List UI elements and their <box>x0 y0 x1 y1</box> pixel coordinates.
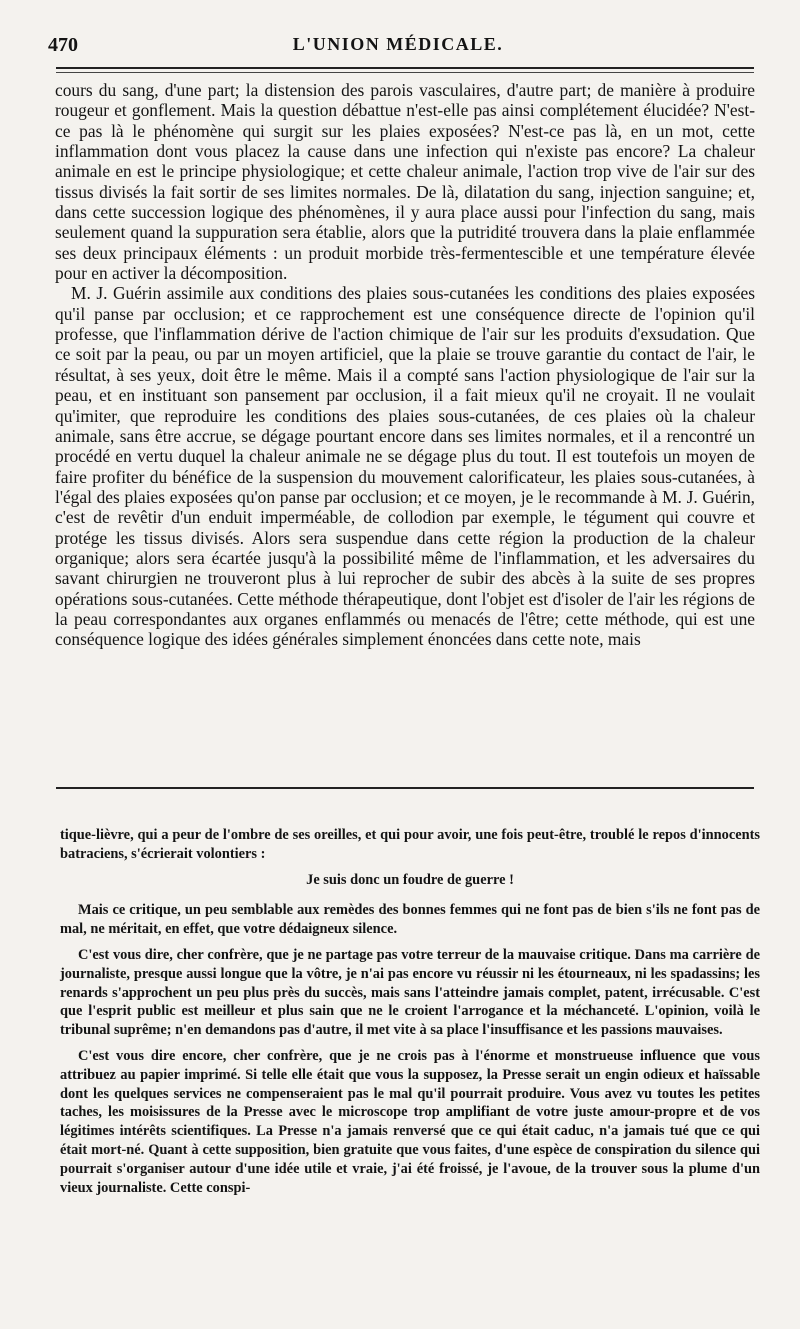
feuilleton-opening: tique-lièvre, qui a peur de l'ombre de ses oreilles, et qui pour avoir, une fois peut-être, troublé le repos d'innocents batraciens, s'écrierait volontiers : <box>60 827 760 862</box>
header-rule <box>56 67 754 69</box>
article-paragraph: M. J. Guérin assimile aux conditions des plaies sous-cutanées les conditions des plaies exposées qu'il panse par occlusion; et ce rapprochement est une conséquence directe de l'opinion qu'il professe, que l'inflammation dérive de l'action chimique de l'air sur les produits d'exsudation. Que ce soit par la peau, ou par un moyen artificiel, que la plaie se trouve garantie du contact de l'air, le résultat, à ses yeux, doit être le même. Mais il a compté sans l'action physiologique de l'air sur la peau, et en instituant son pansement par occlusion, il a fait mieux qu'il ne croyait. Il ne voulait qu'imiter, que reproduire les conditions des plaies sous-cutanées, de ces plaies où la chaleur animale, sans être accrue, se dégage pourtant encore dans ses limites normales, et il a rencontré un procédé en vertu duquel la chaleur animale ne se dégage plus du tout. Il est toutefois un moyen de faire profiter du bénéfice de la suspension du mouvement calorificateur, les plaies sous-cutanées, à l'égal des plaies exposées qu'on panse par occlusion; et ce moyen, je le recommande à M. J. Guérin, c'est de revêtir d'un enduit imperméable, de collodion par exemple, le tégument qui couvre et protége les tissus divisés. Alors sera suspendue dans cette région la production de la chaleur organique; alors sera écartée jusqu'à la possibilité même de l'inflammation, et les adversaires du savant chirurgien ne trouveront plus à lui reprocher de subir des abcès à la suite de ses propres opérations sous-cutanées. Cette méthode thérapeutique, dont l'objet est d'isoler de l'air les régions de la peau correspondantes aux organes enflammés ou menacés de l'être; cette méthode, qui est une conséquence logique des idées générales simplement énoncées dans cette note, mais <box>55 283 755 650</box>
feuilleton-paragraph: Mais ce critique, un peu semblable aux remèdes des bonnes femmes qui ne font pas de bien s'ils ne font pas de mal, ne méritait, en effet, que votre dédaigneux silence. <box>60 902 760 938</box>
journal-title: L'UNION MÉDICALE. <box>292 34 504 54</box>
header-rule-thin <box>56 72 754 73</box>
verse-quote: Je suis donc un foudre de guerre ! <box>306 871 514 888</box>
feuilleton-paragraph: C'est vous dire, cher confrère, que je ne partage pas votre terreur de la mauvaise critique. Dans ma carrière de journaliste, presque aussi longue que la vôtre, je n'ai pas encore vu réussir ni les étourneaux, ni les spadassins; les renards s'approchent un peu plus près du succès, mais sans l'atteindre jamais complet, patent, irrécusable. C'est que l'esprit public est meilleur et plus sain que ne le croient l'arrogance et la méchanceté. L'opinion, voilà le tribunal suprême; n'en demandons pas d'autre, il met vite à sa place l'insuffisance et les passions mauvaises. <box>60 946 760 1039</box>
article-body <box>55 80 755 650</box>
page-number: 470 <box>48 34 78 56</box>
article-paragraph: cours du sang, d'une part; la distension des parois vasculaires, d'autre part; de manière à produire rougeur et gonflement. Mais la question débattue n'est-elle pas ainsi complétement élucidée? N'est-ce pas là le phénomène qui surgit sur les plaies exposées? N'est-ce pas là, en un mot, cette inflammation dont vous placez la cause dans une infection qui n'existe pas encore? La chaleur animale en est le principe physiologique; et cette chaleur animale, l'action trop vive de l'air sur des tissus divisés la fait sortir de ses limites normales. De là, dilatation du sang, injection sanguine; et, dans cette succession logique des phénomènes, il y aura place aussi pour l'infection du sang, mais seulement quand la suppuration sera établie, alors que la putridité trouvera dans la plaie enflammée ses deux principaux éléments : un produit morbide très-fermentescible et une température élevée pour en activer la décomposition. <box>55 80 755 284</box>
feuilleton-body <box>60 826 760 1204</box>
feuilleton-separator-rule <box>56 787 754 789</box>
page-header <box>40 34 756 60</box>
feuilleton-paragraph: C'est vous dire encore, cher confrère, que je ne crois pas à l'énorme et monstrueuse influence que vous attribuez au papier imprimé. Si telle elle était que vous la supposez, la Presse serait un engin odieux et haïssable dont les quelques services ne compenseraient pas le mal qu'il pourrait produire. Vous avez vu toutes les petites taches, les moisissures de la Presse avec le microscope trop amplifiant de votre juste amour-propre et de vos légitimes intérêts scientifiques. La Presse n'a jamais renversé que ce qui était caduc, n'a jamais tué que ce qui était mort-né. Quant à cette supposition, bien gratuite que vous faites, d'une espèce de conspiration du silence qui pourrait s'organiser autour d'une idée utile et vraie, j'ai été froissé, je l'avoue, de la trouver sous la plume d'un vieux journaliste. Cette conspi- <box>60 1047 760 1196</box>
